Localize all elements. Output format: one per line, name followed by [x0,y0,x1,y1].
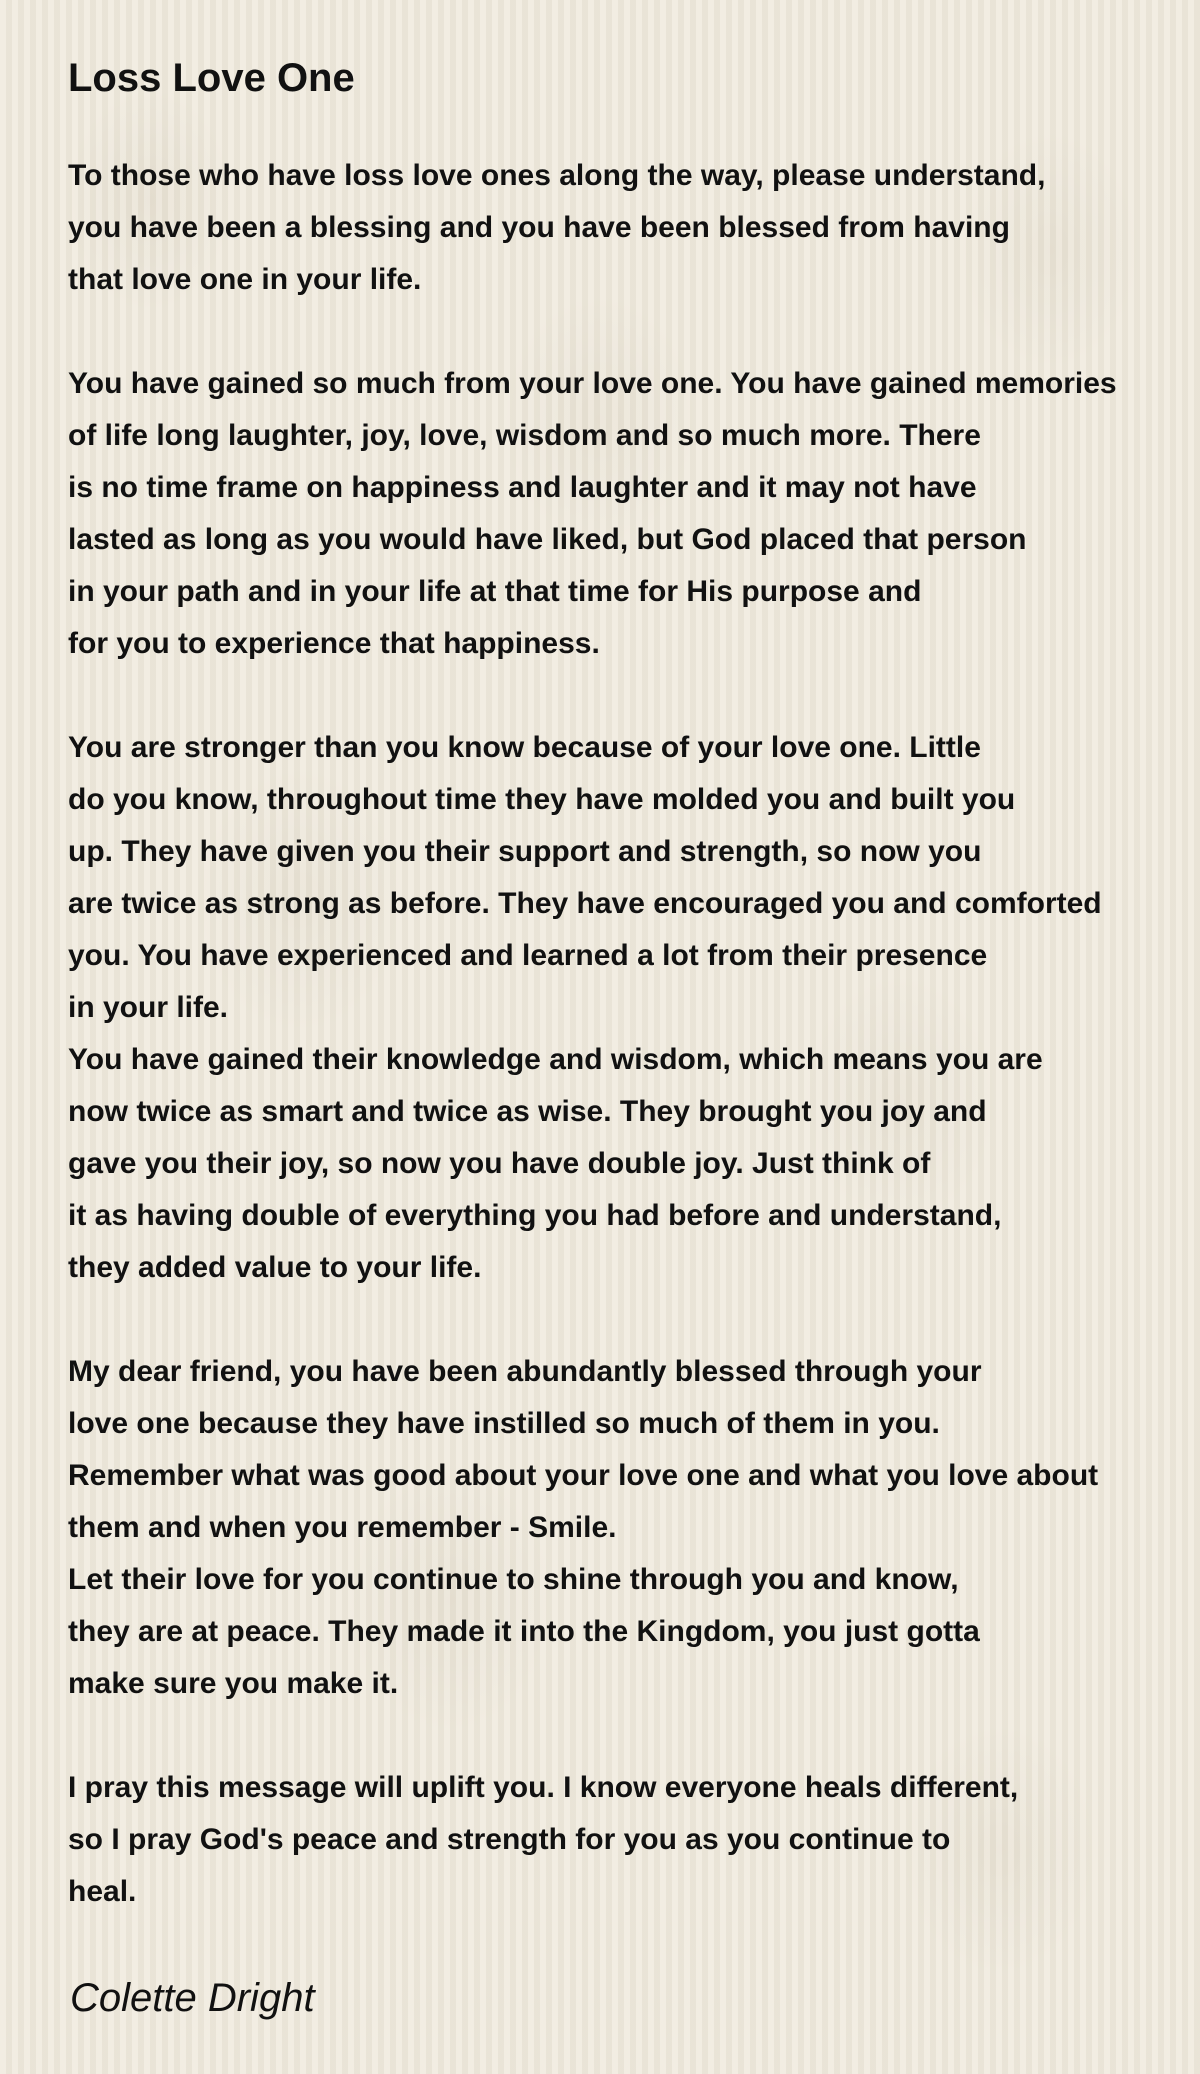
poem-line: lasted as long as you would have liked, but God placed that person [68,523,1027,556]
poem-line: is no time frame on happiness and laughter and it may not have [68,471,977,504]
poem-line: of life long laughter, joy, love, wisdom and so much more. There [68,419,981,452]
poem-line: are twice as strong as before. They have encouraged you and comforted [68,887,1102,920]
poem-line: they added value to your life. [68,1251,482,1284]
poem-line: love one because they have instilled so much of them in you. [68,1407,940,1440]
poem-line: in your life. [68,991,229,1024]
poem-line: Let their love for you continue to shine through you and know, [68,1563,959,1596]
stanza-break [68,670,1200,722]
poem-line: do you know, throughout time they have molded you and built you [68,783,1016,816]
poem-line: You are stronger than you know because of your love one. Little [68,731,981,764]
poem-line: for you to experience that happiness. [68,627,600,660]
poem-line: heal. [68,1875,137,1908]
poem-title: Loss Love One [68,56,355,100]
poem-line: now twice as smart and twice as wise. They brought you joy and [68,1095,987,1128]
poem-line: You have gained so much from your love one. You have gained memories [68,367,1117,400]
poem-line: I pray this message will uplift you. I know everyone heals different, [68,1771,1019,1804]
poem-line: up. They have given you their support and strength, so now you [68,835,982,868]
stanza-break [68,1710,1200,1762]
poem-line: so I pray God's peace and strength for you as you continue to [68,1823,951,1856]
poem-line: you have been a blessing and you have been blessed from having [68,211,1010,244]
poem-author: Colette Dright [70,1976,315,2020]
poem-line: My dear friend, you have been abundantly blessed through your [68,1355,982,1388]
poem-line: you. You have experienced and learned a lot from their presence [68,939,988,972]
poem-line: To those who have loss love ones along the way, please understand, [68,159,1046,192]
poem-line: in your path and in your life at that time for His purpose and [68,575,922,608]
stanza-break [68,306,1200,358]
poem-line: that love one in your life. [68,263,422,296]
stanza-break [68,1294,1200,1346]
poem-line: it as having double of everything you had before and understand, [68,1199,1002,1232]
poem-body [68,150,1200,1918]
poem-line: gave you their joy, so now you have double joy. Just think of [68,1147,931,1180]
poem-line: Remember what was good about your love one and what you love about [68,1459,1099,1492]
poem-line: them and when you remember - Smile. [68,1511,617,1544]
poem-line: they are at peace. They made it into the Kingdom, you just gotta [68,1615,980,1648]
poem-line: make sure you make it. [68,1667,399,1700]
poem-line: You have gained their knowledge and wisdom, which means you are [68,1043,1043,1076]
